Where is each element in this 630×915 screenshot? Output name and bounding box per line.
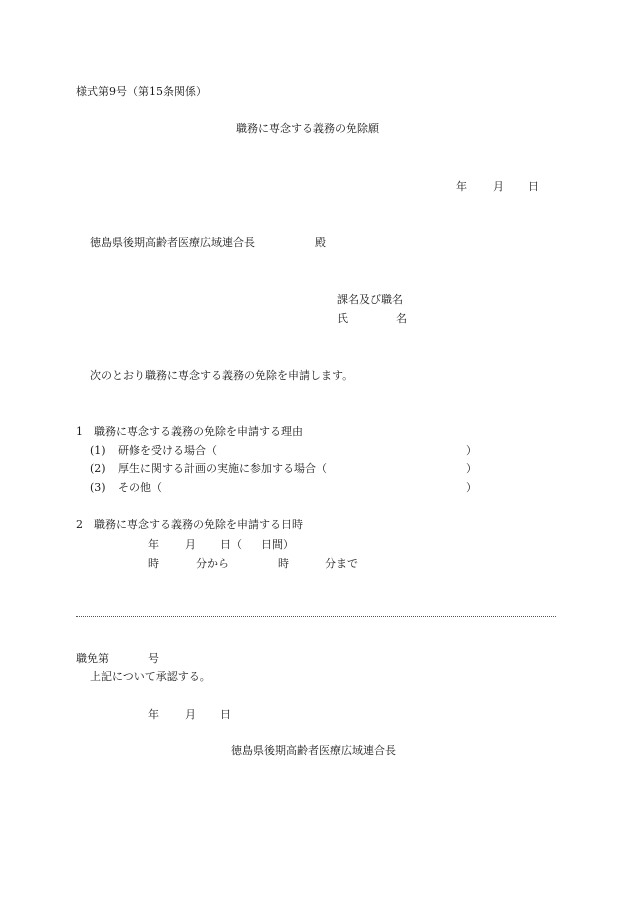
name-label-first: 氏 [337,312,348,325]
approval-date-day: 日 [220,708,231,721]
date-year: 年 [456,180,467,193]
name-label-second: 名 [396,312,407,325]
time-from-minute: 分から [196,557,229,570]
section-datetime-heading: 2 職務に専念する義務の免除を申請する日時 [76,518,303,531]
time-to-minute: 分まで [325,557,358,570]
approval-signer: 徳島県後期高齢者医療広域連合長 [231,744,396,757]
dept-position-label: 課名及び職名 [337,293,403,306]
approval-text: 上記について承認する。 [90,670,211,683]
dotted-separator [76,616,556,617]
reason-item-2-close: ） [466,462,477,475]
addressee-org: 徳島県後期高齢者医療広域連合長 [90,236,255,249]
intro-text: 次のとおり職務に専念する義務の免除を申請します。 [90,369,354,382]
document-title: 職務に専念する義務の免除願 [236,122,379,135]
period-days: 日間） [261,538,294,551]
period-month: 月 [185,538,196,551]
approval-number-prefix: 職免第 [76,652,109,665]
date-day: 日 [528,180,539,193]
date-month: 月 [493,180,504,193]
reason-item-3-close: ） [466,481,477,494]
approval-date-month: 月 [185,708,196,721]
addressee-honorific: 殿 [315,236,326,249]
approval-number-suffix: 号 [148,652,159,665]
reason-item-3-label: その他（ [118,481,162,494]
reason-item-3-number: (3) [90,481,106,494]
period-day: 日（ [220,538,242,551]
period-year: 年 [148,538,159,551]
reason-item-2-label: 厚生に関する計画の実施に参加する場合（ [118,462,327,475]
reason-item-1-number: (1) [90,444,106,457]
time-from-hour: 時 [148,557,159,570]
reason-item-2-number: (2) [90,462,106,475]
form-number: 様式第9号（第15条関係） [76,85,207,98]
reason-item-1-label: 研修を受ける場合（ [118,444,217,457]
reason-item-1-close: ） [466,444,477,457]
approval-date-year: 年 [148,708,159,721]
time-to-hour: 時 [278,557,289,570]
section-reason-heading: 1 職務に専念する義務の免除を申請する理由 [76,425,303,438]
